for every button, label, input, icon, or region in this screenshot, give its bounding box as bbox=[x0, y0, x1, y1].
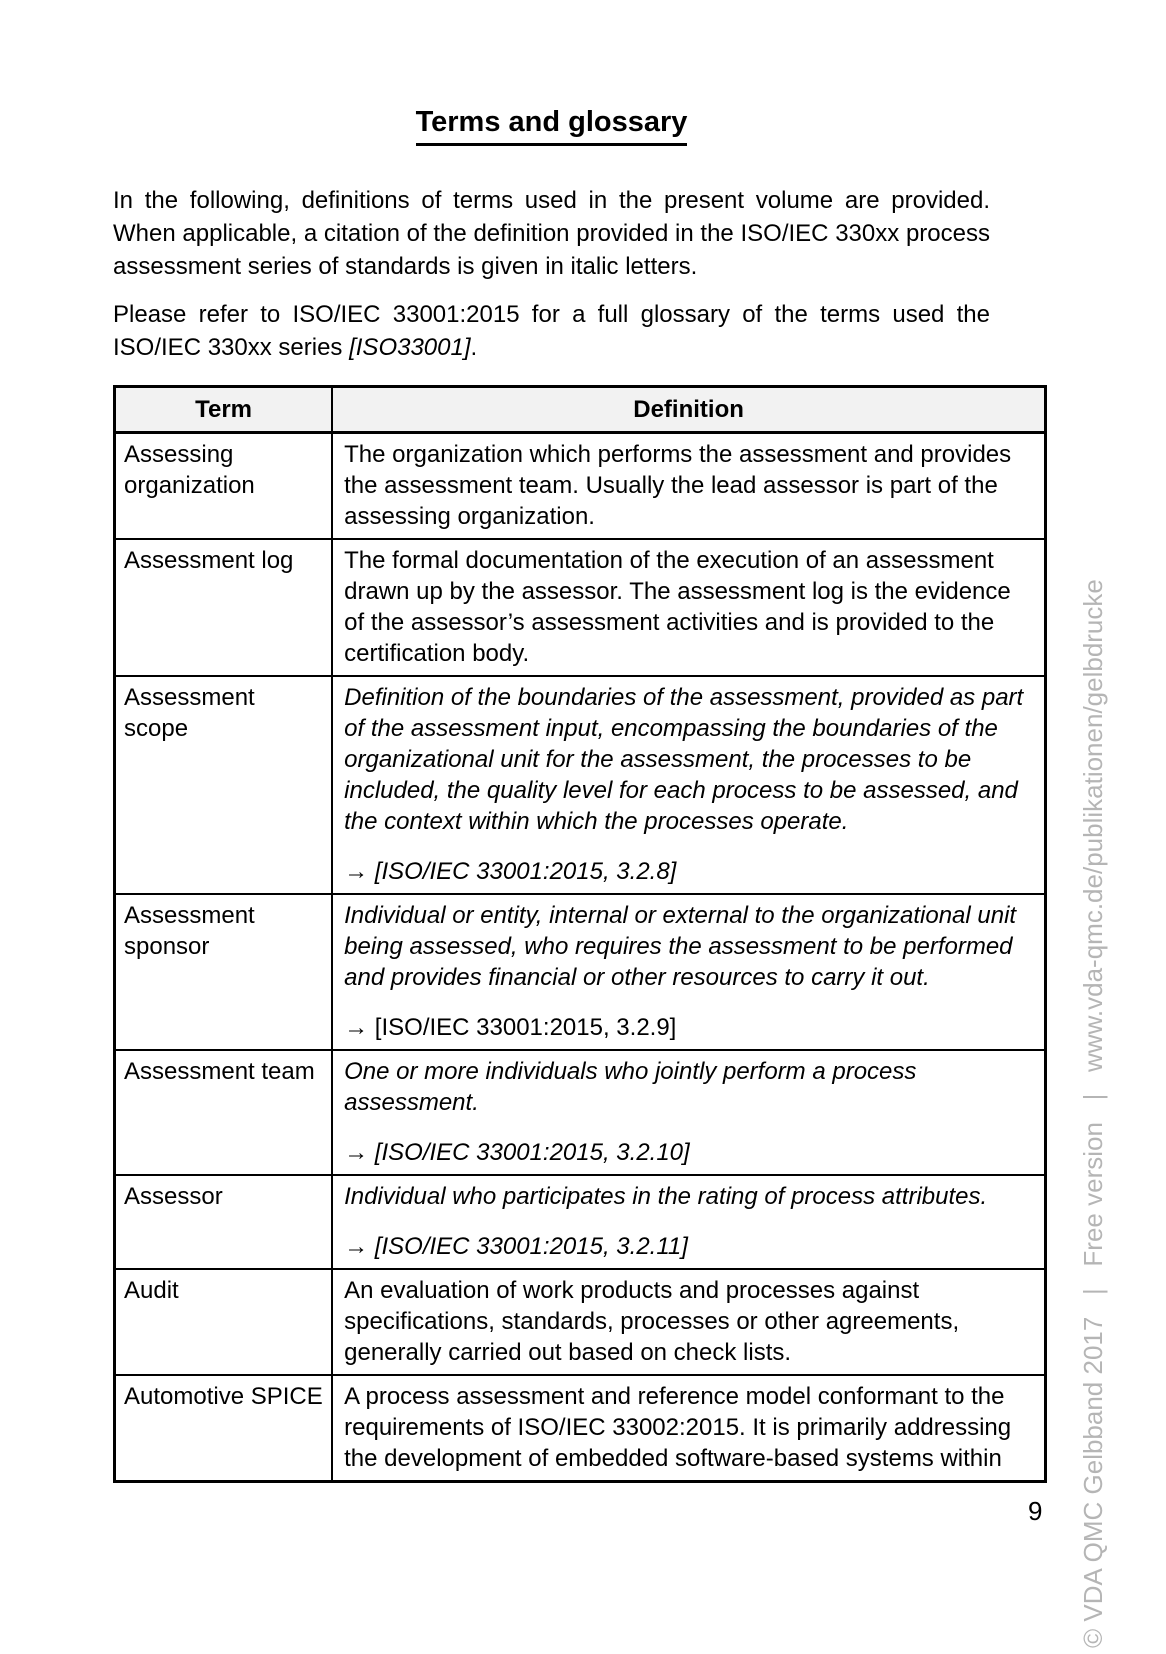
glossary-table-header bbox=[115, 387, 1046, 433]
definition-cell bbox=[332, 1375, 1045, 1482]
term-cell: Assessment sponsor bbox=[115, 894, 333, 1050]
table-row bbox=[115, 1375, 1046, 1482]
table-row bbox=[115, 539, 1046, 676]
definition-text: A process assessment and reference model conformant to the requirements of ISO/IEC 33002:2015. It is primarily addressing the development of embedded software-based systems within bbox=[344, 1383, 1012, 1472]
reference-paragraph-text: Please refer to ISO/IEC 33001:2015 for a full glossary of the terms used the ISO/IEC 330xx series bbox=[113, 301, 990, 361]
definition-text: The organization which performs the assessment and provides the assessment team. Usually the lead assessor is part of the assessing organization. bbox=[344, 441, 1012, 530]
sidebar-watermark-text: © VDA QMC Gelbband 2017 | Free version | www.vda-qmc.de/publikationen/gelbdrucke bbox=[1078, 579, 1108, 1648]
term-cell: Automotive SPICE bbox=[115, 1375, 333, 1482]
definition-cell bbox=[332, 539, 1045, 676]
definition-cell bbox=[332, 894, 1045, 1050]
definition-text: Individual who participates in the rating of process attributes. bbox=[344, 1183, 988, 1210]
definition-text: Individual or entity, internal or external to the organizational unit being assessed, who requires the assessment to be performed and provides financial or other resources to carry it out. bbox=[344, 902, 1017, 991]
table-row bbox=[115, 676, 1046, 894]
citation-text: → [ISO/IEC 33001:2015, 3.2.10] bbox=[344, 1139, 690, 1166]
definition-text: The formal documentation of the execution of an assessment drawn up by the assessor. The assessment log is the evidence of the assessor’s assessment activities and is provided to the certification body. bbox=[344, 547, 1011, 667]
term-cell: Assessment log bbox=[115, 539, 333, 676]
page-title bbox=[113, 104, 990, 146]
reference-paragraph bbox=[113, 298, 990, 364]
citation-text: → [ISO/IEC 33001:2015, 3.2.9] bbox=[344, 1014, 677, 1041]
page-number: 9 bbox=[1028, 1496, 1043, 1526]
definition-text: An evaluation of work products and processes against specifications, standards, processes or other agreements, generally carried out based on check lists. bbox=[344, 1277, 960, 1366]
table-row bbox=[115, 433, 1046, 540]
term-cell: Assessor bbox=[115, 1175, 333, 1269]
definition-cell bbox=[332, 1050, 1045, 1175]
page-title-text: Terms and glossary bbox=[416, 104, 688, 146]
definition-cell bbox=[332, 1175, 1045, 1269]
table-row bbox=[115, 894, 1046, 1050]
definition-cell bbox=[332, 1269, 1045, 1375]
definition-text: Definition of the boundaries of the assessment, provided as part of the assessment input, encompassing the boundaries of the organizational unit for the assessment, the processes to be included, the quality level for each process to be assessed, and the context within which the processes operate. bbox=[344, 684, 1024, 835]
glossary-table-body bbox=[115, 433, 1046, 1482]
page-content bbox=[113, 0, 1024, 1483]
definition-text: One or more individuals who jointly perform a process assessment. bbox=[344, 1058, 917, 1116]
definition-cell bbox=[332, 433, 1045, 540]
term-cell: Assessing organization bbox=[115, 433, 333, 540]
reference-paragraph-period: . bbox=[470, 334, 478, 361]
term-cell: Assessment team bbox=[115, 1050, 333, 1175]
intro-paragraph-text: In the following, definitions of terms used in the present volume are provided. When applicable, a citation of the definition provided in the ISO/IEC 330xx process assessment series of standards is given in italic letters. bbox=[113, 187, 990, 280]
table-row bbox=[115, 1175, 1046, 1269]
reference-citation: [ISO33001] bbox=[349, 334, 471, 361]
definition-cell bbox=[332, 676, 1045, 894]
glossary-table bbox=[113, 385, 1047, 1483]
table-row bbox=[115, 1050, 1046, 1175]
citation-text: → [ISO/IEC 33001:2015, 3.2.11] bbox=[344, 1233, 688, 1260]
term-cell: Assessment scope bbox=[115, 676, 333, 894]
definition-column-header: Definition bbox=[332, 387, 1045, 433]
term-column-header: Term bbox=[115, 387, 333, 433]
term-cell: Audit bbox=[115, 1269, 333, 1375]
intro-paragraph bbox=[113, 184, 990, 283]
table-row bbox=[115, 1269, 1046, 1375]
citation-text: → [ISO/IEC 33001:2015, 3.2.8] bbox=[344, 858, 677, 885]
